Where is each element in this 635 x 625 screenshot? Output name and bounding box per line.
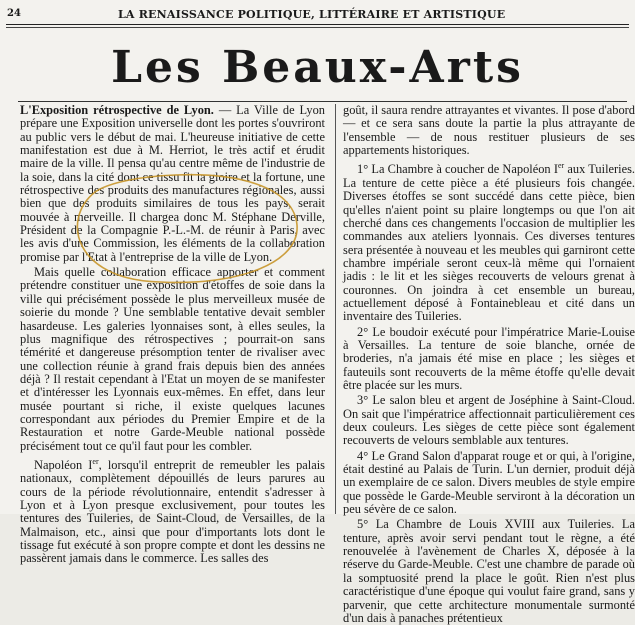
paragraph: 3° Le salon bleu et argent de Joséphine à Saint-Cloud. On sait que l'impératrice affectionnait particulièrement ces deux couleurs. Les sièges de cette pièce sont également recouverts de velours semblable aux tentures. bbox=[343, 393, 635, 448]
superscript: er bbox=[92, 456, 99, 466]
right-column bbox=[343, 103, 635, 625]
article-title: Les Beaux-Arts bbox=[111, 42, 524, 93]
paragraph-text: , lorsqu'il entreprit de remeubler les palais nationaux, complètement dépouillés de leurs parures au cours de la période révolutionnaire, entendit s'adresser à Lyon et à Lyon presque exclusivement, pour toutes les tentures des Tuileries, de Saint-Cloud, de Versailles, de la Malmaison, etc., ainsi que pour d'importants lots dont le tissage fut exécuté à son propre compte et dont les dessins ne passèrent jamais dans le commerce. Les salles des bbox=[20, 458, 325, 566]
title-rule bbox=[18, 101, 627, 102]
paragraph bbox=[343, 159, 635, 323]
paragraph bbox=[20, 455, 325, 566]
column-divider bbox=[335, 104, 336, 514]
left-column bbox=[20, 103, 325, 566]
page-number: 24 bbox=[7, 8, 21, 19]
paragraph: goût, il saura rendre attrayantes et vivantes. Il pose d'abord — et ce sera sans doute la partie la plus attrayante de l'ensemble — de nous restituer plusieurs de ses appartements historiques. bbox=[343, 103, 635, 158]
paragraph: 4° Le Grand Salon d'apparat rouge et or qui, à l'origine, était destiné au Palais de Turin. L'un dernier, produit déjà un exemplaire de ce salon. Divers meubles de style empire que possède le Garde-Meuble serviront à la décoration un peu sévère de ce salon. bbox=[343, 448, 635, 517]
paragraph-lead: Napoléon I bbox=[34, 458, 93, 473]
paragraph: Mais quelle collaboration efficace apporter et comment prétendre constituer une exposition d'étoffes de soie dans la ville qui précisément possède le plus merveilleux musée de soierie du monde ? Une semblable tentative devait sembler hasardeuse. Les galeries lyonnaises sont, à elles seules, la plus magnifique des rétrospectives ; pourrait-on sans témérité et dangereuse présomption tenter de rivaliser avec une collection réunie à grand frais depuis bien des années déjà ? Il restait cependant à l'Etat un moyen de se manifester et d'intéresser les Lyonnais eux-mêmes. En effet, dans leur musée pourtant si riche, il existe quelques lacunes correspondant aux périodes du Premier Empire et de la Restauration et notre Garde-Meuble national possède précisément tout ce qu'il faut pour les combler. bbox=[20, 265, 325, 453]
running-head: LA RENAISSANCE POLITIQUE, LITTÉRAIRE ET ARTISTIQUE bbox=[118, 8, 506, 21]
section-heading: L'Exposition rétrospective de Lyon. bbox=[20, 103, 214, 117]
superscript: er bbox=[557, 161, 565, 171]
paragraph-text: aux Tuileries. La tenture de cette pièce a été plusieurs fois changée. Diverses étoffes se sont succédé dans cette pièce, bien qu'elles n'aient point su plaire longtemps ou que l'on ait cherché dans ces changements l'occasion de multiplier les commandes aux ateliers lyonnais. Ces diverses tentures sera présentée à nouveau et les meubles qui garniront cette chambre impériale seront ceux-là même qui l'ornaient jadis : le lit et les sièges recouverts de velours grenat à couronnes. On joindra à cet ensemble un bureau, actuellement déposé à Fontainebleau et cité dans un inventaire des Tuileries. bbox=[343, 162, 635, 324]
paragraph-text: — La Ville de Lyon prépare une Exposition universelle dont les portes s'ouvriront au public vers le début de mai. L'heureuse initiative de cette manifestation est due à M. Herriot, le très actif et érudit maire de la ville. Il pensa qu'au centre même de l'industrie de la soie, dans la cité dont ce tissu fit la gloire et la fortune, une rétrospective des produits des manufactures régionales, aussi bien que des produits similaires de tous les pays, serait mouvée à merveille. Il chargea donc M. Stéphane Derville, Président de la Compagnie P.-L.-M. de réunir à Paris, avec les avis d'une Commission, les éléments de la collaboration promise par l'Etat à l'entreprise de la ville de Lyon. bbox=[20, 103, 325, 264]
header-rule bbox=[6, 24, 629, 25]
paragraph-lead: 1° La Chambre à coucher de Napoléon I bbox=[357, 162, 558, 177]
paragraph bbox=[20, 104, 325, 264]
header-rule-thin bbox=[6, 27, 629, 28]
paragraph: 2° Le boudoir exécuté pour l'impératrice Marie-Louise à Versailles. La tenture de soie blanche, ornée de broderies, n'a jamais été mise en place ; les sièges et fauteuils sont recouverts de la même étoffe qu'elle devait être placée sur les murs. bbox=[343, 324, 635, 392]
paragraph: 5° La Chambre de Louis XVIII aux Tuileries. La tenture, après avoir servi pendant tout le règne, a été renouvelée à l'avènement de Charles X, déposée à la réserve du Garde-Meuble. C'est une chambre de parade où la somptuosité prend la place le goût. Rien n'est plus caractéristique d'une époque qui voulut faire grand, sans y parvenir, que cette architecture monumentale surmonté d'un dais à panaches prétentieux bbox=[343, 517, 635, 625]
